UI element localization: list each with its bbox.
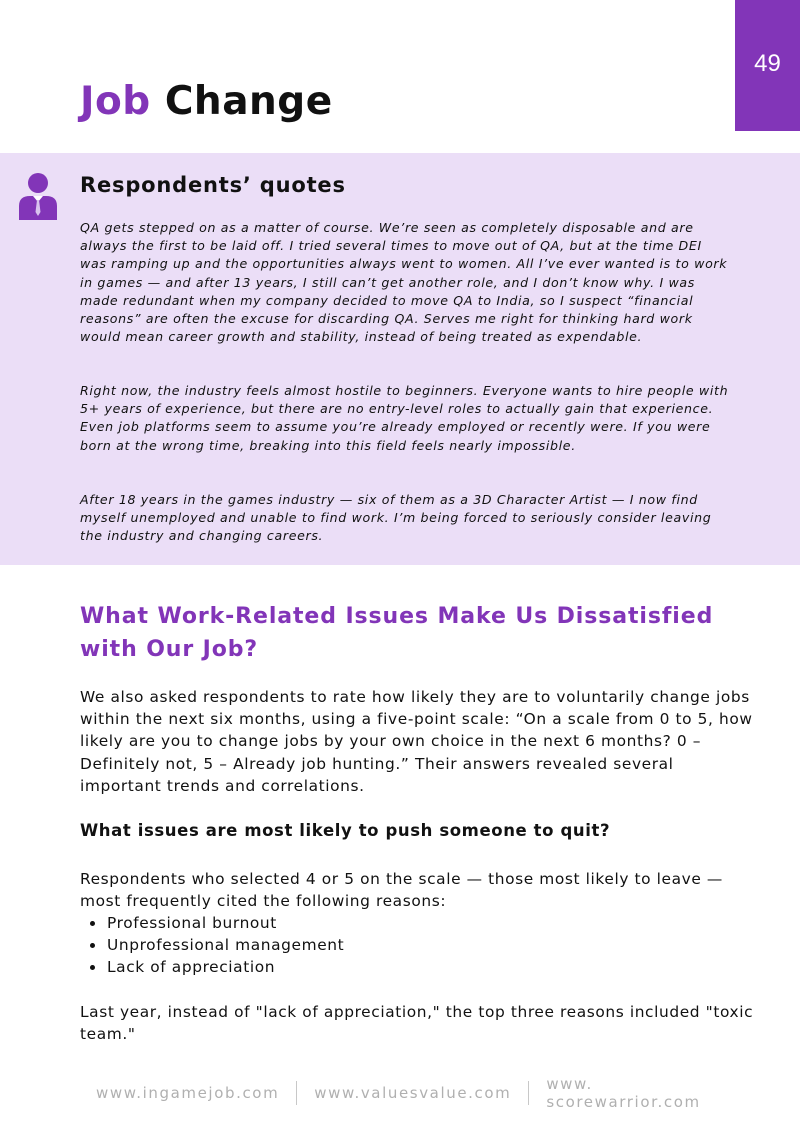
respondent-quote: Right now, the industry feels almost hostile to beginners. Everyone wants to hire people with 5+ years of experience, but there are no entry-level roles to actually gain that experience. Even job platforms seem to assume you’re already employed or recently were. If you were born at the wrong time, breaking into this field feels nearly impossible. — [80, 383, 729, 453]
page-number: 49 — [754, 50, 781, 77]
intro-paragraph: We also asked respondents to rate how likely they are to voluntarily change jobs within the next six months, using a five-point scale: “On a scale from 0 to 5, how likely are you to change jobs by your own choice in the next 6 months? 0 – Definitely not, 5 – Already job hunting.” Their answers revealed several important trends and correlations. — [80, 688, 753, 795]
bullet-icon — [90, 965, 95, 970]
section-heading: What Work-Related Issues Make Us Dissatisfied with Our Job? — [80, 604, 714, 662]
footer-divider — [296, 1081, 297, 1105]
list-item — [80, 934, 344, 956]
quotes-heading: Respondents’ quotes — [80, 173, 346, 197]
reason-label: Professional burnout — [107, 914, 277, 932]
page-title-rest: Change — [164, 79, 333, 124]
reason-label: Lack of appreciation — [107, 958, 276, 977]
page-title — [80, 78, 333, 126]
list-intro-paragraph: Respondents who selected 4 or 5 on the scale — those most likely to leave — most frequently cited the following reasons: — [80, 870, 723, 911]
reason-label: Unprofessional management — [107, 936, 345, 955]
list-item — [80, 912, 344, 934]
person-with-tie-icon — [17, 172, 59, 222]
sub-heading: What issues are most likely to push someone to quit? — [80, 821, 611, 840]
bullet-icon — [90, 943, 95, 948]
footer-link-valuesvalue[interactable]: www.valuesvalue.com — [314, 1084, 512, 1102]
list-item — [80, 956, 344, 978]
page-title-accent: Job — [80, 79, 151, 124]
respondent-quote: After 18 years in the games industry — six of them as a 3D Character Artist — I now find myself unemployed and unable to find work. I’m being forced to seriously consider leaving the industry and changing careers. — [80, 492, 712, 544]
respondent-quote: QA gets stepped on as a matter of course. We’re seen as completely disposable and are always the first to be laid off. I tried several times to move out of QA, but at the time DEI was ramping up and the opportunities always went to women. All I’ve ever wanted is to work in games — and after 13 years, I still can’t get another role, and I don’t know why. I was made redundant when my company decided to move QA to India, so I suspect “financial reasons” are often the excuse for discarding QA. Serves me right for thinking hard work would mean career growth and stability, instead of being treated as expendable. — [80, 220, 728, 345]
reasons-list — [80, 912, 344, 979]
last-year-paragraph: Last year, instead of "lack of appreciation," the top three reasons included "toxic team." — [80, 1003, 754, 1044]
footer-link-ingamejob[interactable]: www.ingamejob.com — [96, 1084, 280, 1102]
bullet-icon — [90, 921, 95, 926]
footer-divider — [528, 1081, 529, 1105]
footer — [96, 1075, 736, 1111]
page-number-tab — [735, 0, 800, 131]
footer-link-scorewarrior[interactable]: www. scorewarrior.com — [546, 1075, 701, 1111]
